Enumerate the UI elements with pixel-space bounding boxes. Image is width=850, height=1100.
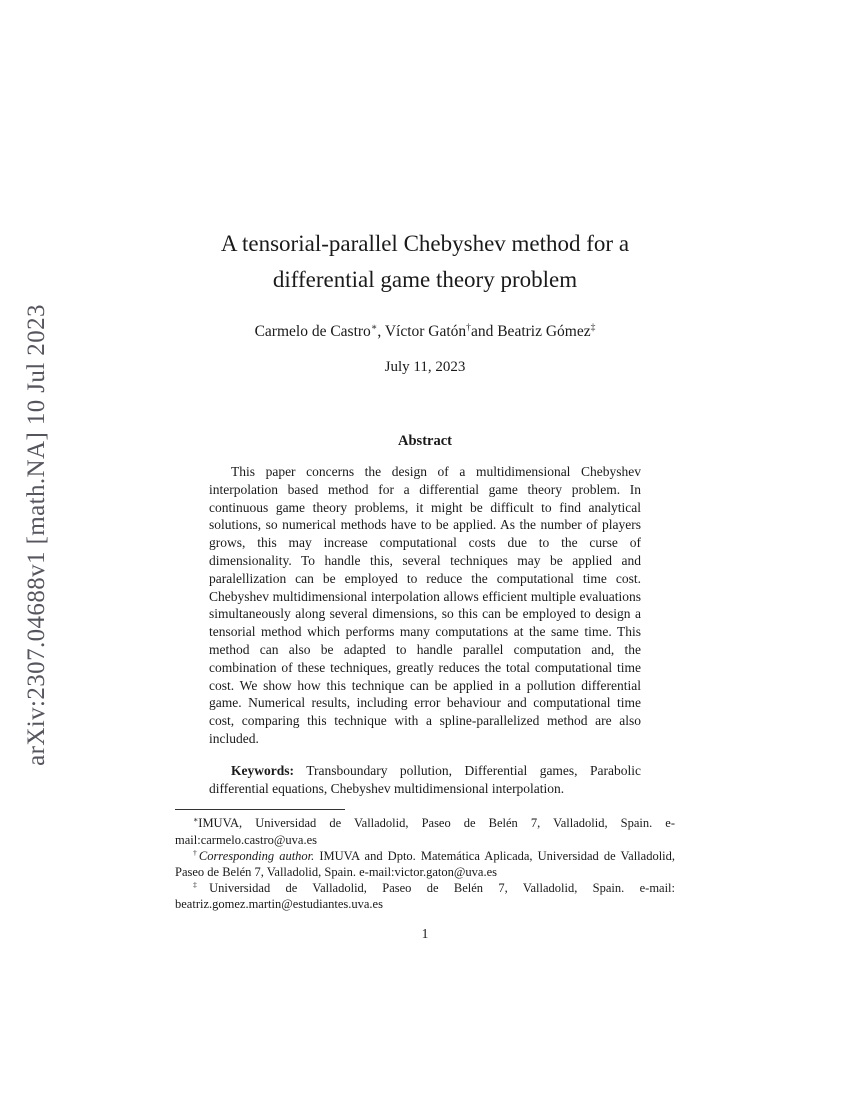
keywords-text: Transboundary pollution, Differential games, Parabolic differential equations, Chebyshev multidimensional interpolation. <box>209 762 641 796</box>
footnote-2 <box>175 848 675 880</box>
author-2 <box>377 323 471 340</box>
footnote-rule <box>175 809 345 810</box>
author-1 <box>255 323 378 340</box>
footnote-3-text: Universidad de Valladolid, Paseo de Belén 7, Valladolid, Spain. e-mail: beatriz.gomez.martin@estudiantes.uva.es <box>175 881 676 912</box>
author-2-name: , Víctor Gatón <box>377 323 467 340</box>
footnote-1 <box>175 815 675 847</box>
author-3-footnote-mark: ‡ <box>590 321 596 333</box>
paper-date: July 11, 2023 <box>384 359 466 375</box>
footnote-1-mark: ∗ <box>193 815 199 825</box>
footnote-2-text: IMUVA and Dpto. Matemática Aplicada, Universidad de Valladolid, Paseo de Belén 7, Valladolid, Spain. e-mail:victor.gaton@uva.es <box>175 848 676 879</box>
arxiv-watermark-text: arXiv:2307.04688v1 [math.NA] 10 Jul 2023 <box>23 304 50 766</box>
author-1-footnote-mark: ∗ <box>370 321 378 333</box>
author-1-name: Carmelo de Castro <box>254 323 371 340</box>
author-3 <box>471 323 595 340</box>
footnote-2-mark: † <box>193 847 199 857</box>
abstract-body: This paper concerns the design of a multidimensional Chebyshev interpolation based method for a differential game theory problem. In continuous game theory problems, it might be difficult to find analytical solutions, so numerical methods have to be applied. As the number of players grows, this may increase computational costs due to the curse of dimensionality. To handle this, several techniques may be applied and paralellization can be employed to reduce the computational time cost. Chebyshev multidimensional interpolation allows efficient multiple evaluations simultaneously along several dimensions, so this can be employed to design a tensorial method which performs many computations at the same time. This method can also be adapted to handle parallel computation and, the combination of these techniques, greatly reduces the total computational time cost. We show how this technique can be applied in a pollution differential game. Numerical results, including error behaviour and computational time cost, comparing this technique with a spline-parallelized method are also included. <box>209 464 641 746</box>
author-2-footnote-mark: † <box>466 321 471 333</box>
footnote-3 <box>175 880 675 912</box>
title-line-2: differential game theory problem <box>272 267 578 292</box>
footnote-1-text: IMUVA, Universidad de Valladolid, Paseo de Belén 7, Valladolid, Spain. e-mail:carmelo.castro@uva.es <box>175 816 675 847</box>
author-3-name: and Beatriz Gómez <box>470 323 591 340</box>
keywords-line <box>209 762 641 798</box>
title-line-1: A tensorial-parallel Chebyshev method for a <box>220 231 630 256</box>
keywords-label: Keywords: <box>231 762 294 778</box>
footnote-2-italic: Corresponding author. <box>198 848 315 863</box>
paper-content <box>175 0 675 913</box>
paper-title <box>175 0 675 298</box>
footnote-3-mark: ‡ <box>193 880 210 889</box>
footnotes <box>175 815 675 912</box>
author-line <box>175 322 675 342</box>
abstract-heading: Abstract <box>398 433 452 449</box>
page-number: 1 <box>421 926 429 941</box>
